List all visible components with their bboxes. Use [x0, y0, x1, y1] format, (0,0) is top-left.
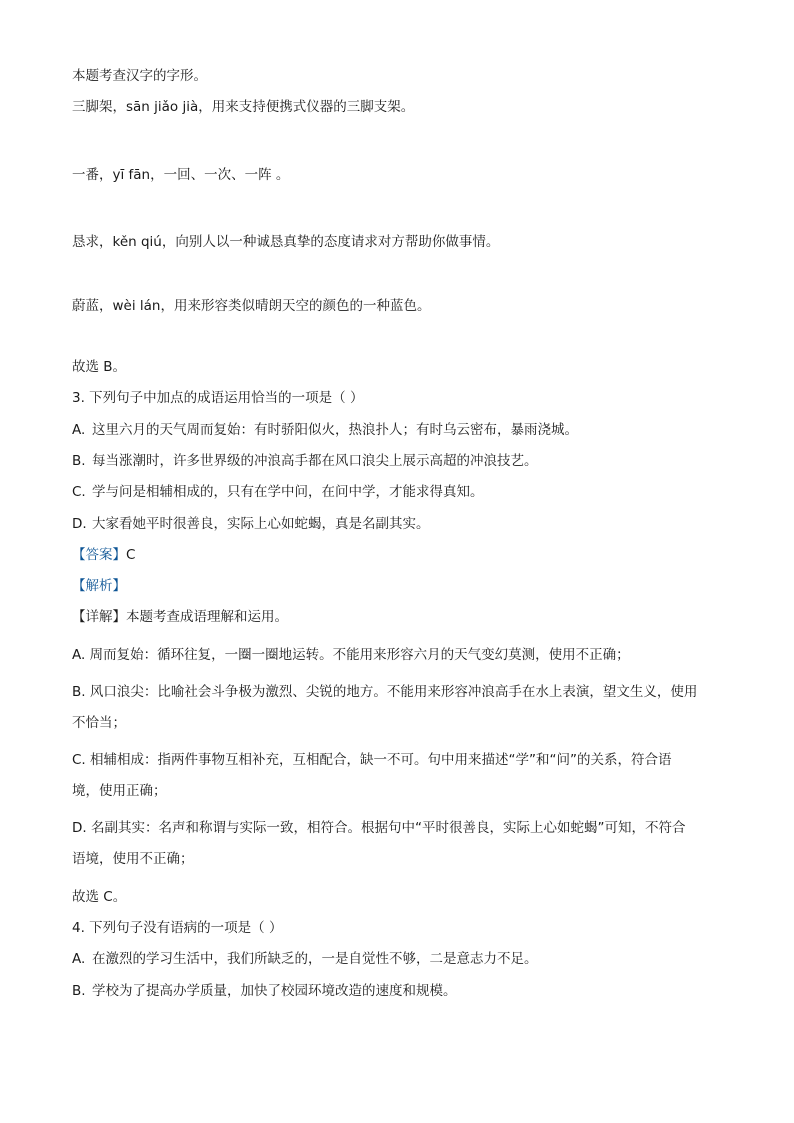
option-letter: A.	[72, 951, 86, 967]
detail-line	[72, 607, 288, 627]
answer-label: 【答案】	[72, 547, 126, 563]
option-text: 学校为了提高办学质量，加快了校园环境改造的速度和规模。	[92, 983, 457, 999]
text-line: 故选 B。	[72, 359, 127, 375]
option-letter: B.	[72, 983, 86, 999]
option-letter: B.	[72, 453, 86, 469]
explanation-b-cont: 不恰当；	[72, 715, 126, 731]
option-text: 大家看她平时很善良，实际上心如蛇蝎，真是名副其实。	[92, 516, 430, 532]
text-line: 故选 C。	[72, 889, 127, 905]
answer-line	[72, 545, 135, 565]
question-4: 4. 下列句子没有语病的一项是（ ）	[72, 920, 283, 936]
detail-label: 【详解】	[72, 609, 126, 625]
text-line: 本题考查汉字的字形。	[72, 68, 207, 84]
option-c	[72, 482, 484, 502]
option-letter: A.	[72, 422, 86, 438]
explanation-a: A. 周而复始：循环往复，一圈一圈地运转。不能用来形容六月的天气变幻莫测，使用不正确；	[72, 647, 630, 663]
detail-text: 本题考查成语理解和运用。	[126, 609, 288, 625]
text-line: 三脚架，sān jiǎo jià，用来支持便携式仪器的三脚支架。	[72, 99, 415, 115]
option-a	[72, 420, 578, 440]
option-text: 这里六月的天气周而复始：有时骄阳似火，热浪扑人；有时乌云密布，暴雨浇城。	[92, 422, 578, 438]
option-b	[72, 451, 538, 471]
option-letter: C.	[72, 484, 86, 500]
explanation-d-cont: 语境，使用不正确；	[72, 851, 194, 867]
option-text: 学与问是相辅相成的，只有在学中问，在问中学，才能求得真知。	[92, 484, 484, 500]
explanation-c: C. 相辅相成：指两件事物互相补充，互相配合，缺一不可。句中用来描述“学”和“问”的关系，符合语	[72, 752, 672, 768]
answer-value: C	[126, 547, 136, 563]
analysis-label: 【解析】	[72, 578, 126, 594]
analysis-line	[72, 576, 126, 596]
explanation-b: B. 风口浪尖：比喻社会斗争极为激烈、尖锐的地方。不能用来形容冲浪高手在水上表演，望文生义，使用	[72, 684, 698, 700]
text-line: 蔚蓝，wèi lán，用来形容类似晴朗天空的颜色的一种蓝色。	[72, 298, 431, 314]
text-line: 一番，yī fān，一回、一次、一阵 。	[72, 167, 290, 183]
explanation-d: D. 名副其实：名声和称谓与实际一致，相符合。根据句中“平时很善良，实际上心如蛇蝎”可知，不符合	[72, 820, 686, 836]
text-line: 恳求，kěn qiú，向别人以一种诚恳真挚的态度请求对方帮助你做事情。	[72, 234, 500, 250]
question-3: 3. 下列句子中加点的成语运用恰当的一项是（ ）	[72, 390, 364, 406]
option-b	[72, 981, 457, 1001]
explanation-c-cont: 境，使用正确；	[72, 783, 167, 799]
option-letter: D.	[72, 516, 87, 532]
option-text: 在激烈的学习生活中，我们所缺乏的，一是自觉性不够，二是意志力不足。	[92, 951, 538, 967]
option-a	[72, 949, 538, 969]
option-text: 每当涨潮时，许多世界级的冲浪高手都在风口浪尖上展示高超的冲浪技艺。	[92, 453, 538, 469]
option-d	[72, 514, 430, 534]
